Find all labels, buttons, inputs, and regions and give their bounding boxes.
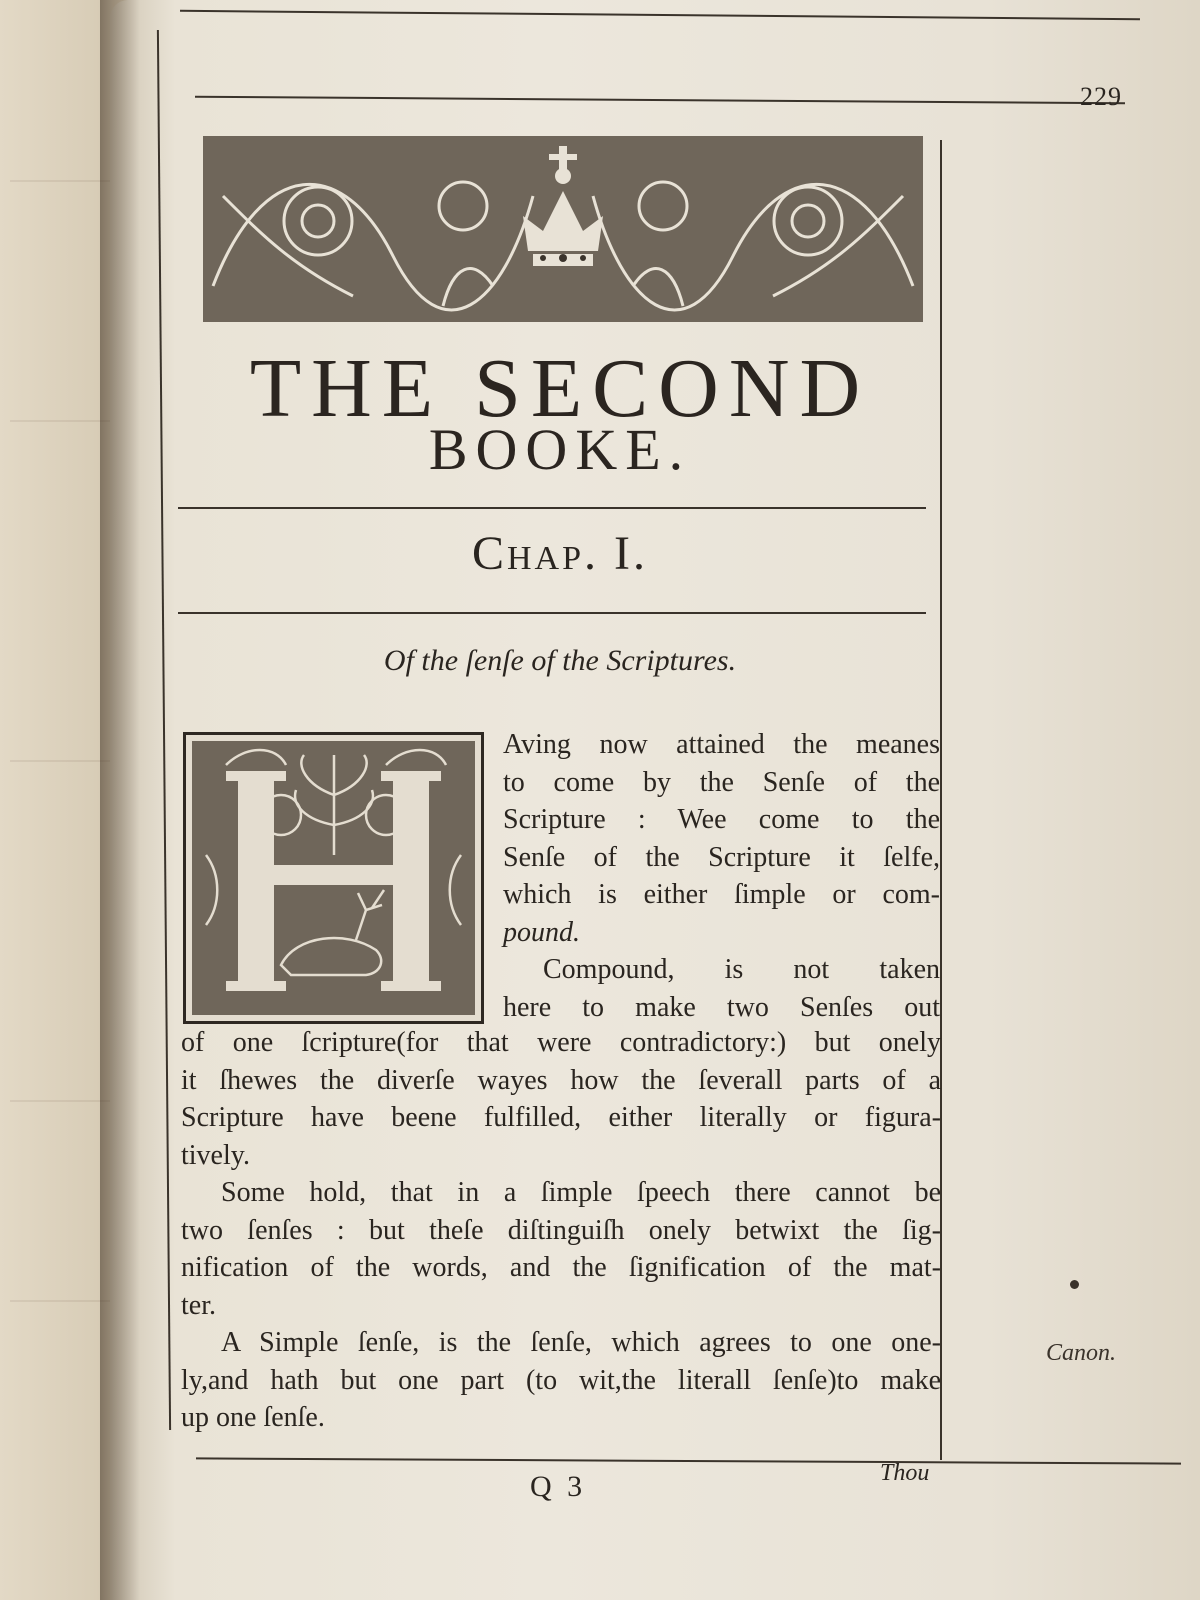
book-title-line-1: THE SECOND <box>249 342 871 435</box>
floral-crown-headpiece-icon <box>203 136 923 322</box>
text-line: tively. <box>181 1139 250 1171</box>
text-line: Some hold, that in a ſimple ſpeech there cannot be <box>221 1177 941 1208</box>
text-line: Compound, is not taken <box>543 954 940 985</box>
text-line: ter. <box>181 1289 216 1321</box>
chapter-subtitle: Of the ſenſe of the Scriptures. <box>383 644 737 677</box>
text-line: nification of the words, and the ſignification of the mat- <box>181 1252 941 1283</box>
text-line: here to make two Senſes out <box>503 991 940 1023</box>
text-line: of one ſcripture(for that were contradictory:) but onely <box>181 1027 941 1058</box>
text-line: Senſe of the Scripture it ſelfe, <box>503 841 940 873</box>
book-title-line-2: BOOKE. <box>428 417 692 482</box>
ink-speck <box>1070 1280 1079 1289</box>
text-line: Scripture have beene fulfilled, either literally or figura- <box>181 1102 941 1133</box>
text-line: to come by the Senſe of the <box>503 766 940 798</box>
text-line: which is either ſimple or com- <box>503 879 940 910</box>
decorated-initial-h-icon <box>183 732 484 1024</box>
text-line: ly,and hath but one part (to wit,the literall ſenſe)to make <box>181 1364 941 1396</box>
text-line: two ſenſes : but theſe diſtinguiſh onely betwixt the ſig- <box>181 1214 941 1246</box>
page-number: 229 <box>1080 82 1122 111</box>
opening-paragraph-beside-initial <box>503 726 940 1026</box>
gutter-shadow <box>100 0 140 1600</box>
catchword: Thou <box>880 1460 930 1486</box>
chapter-under-rule <box>178 612 926 614</box>
text-line: A Simple ſenſe, is the ſenſe, which agrees to one one- <box>221 1327 941 1358</box>
signature-mark: Q 3 <box>530 1470 587 1503</box>
text-line: Scripture : Wee come to the <box>503 804 940 835</box>
text-line: up one ſenſe. <box>181 1402 325 1433</box>
text-line: it ſhewes the diverſe wayes how the ſeverall parts of a <box>181 1064 941 1096</box>
text-line: Aving now attained the meanes <box>503 729 940 760</box>
title-under-rule <box>178 507 926 509</box>
marginal-note: Canon. <box>1046 1340 1117 1366</box>
chapter-heading: Chap. I. <box>471 527 649 580</box>
text-line: pound. <box>503 916 580 948</box>
body-text <box>181 1024 941 1437</box>
